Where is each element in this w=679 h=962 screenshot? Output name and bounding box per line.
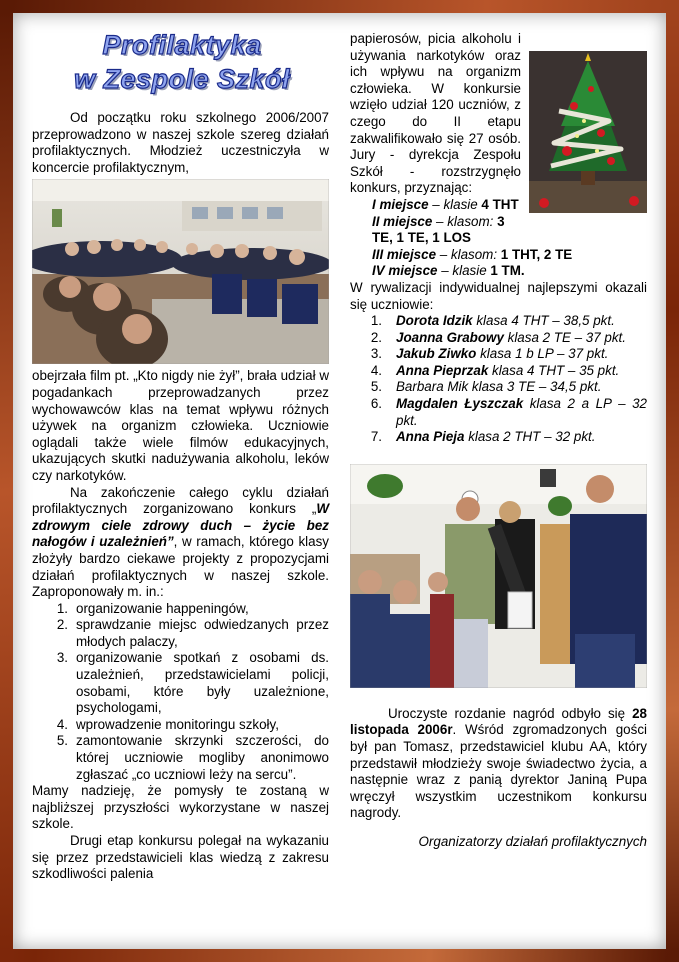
left-paragraph-3	[32, 485, 329, 601]
place-sep: – klasom:	[432, 213, 498, 229]
title-line-2: w Zespole Szkół	[73, 64, 291, 94]
student-name: Anna Pieja	[396, 429, 465, 445]
right-paragraph-1: papierosów, picia alkoholu i używania narkotyków oraz ich wpływu na organizm człowieka. W konkursie wzięło udział 120 uczniów, z czego do II etapu zakwalifikowało się 27 osób. Jury - dyrekcja Zespołu Szkół - rozstrzygnęło konkurs, przyznając:	[350, 31, 521, 196]
place-label: III miejsce	[372, 246, 437, 262]
list-item	[56, 600, 329, 618]
list-number: 5.	[56, 733, 68, 749]
list-item	[370, 379, 647, 396]
list-text: wprowadzenie monitoringu szkoły,	[76, 716, 279, 732]
p3-start-text: Uroczyste rozdanie nagród odbyło się	[388, 705, 633, 721]
list-text: organizowanie spotkań z osobami ds. uzależnień, przedstawicielami policji, osobami, które były uzależnione, psychologami,	[76, 650, 329, 716]
p3-end-text: . Wśród zgromadzonych gości był pan Tomasz, przedstawiciel klubu AA, który przedstawił młodzieży swoje świadectwo życia, a następnie wraz z panią dyrektor Janiną Pupa wręczył wszystkim uczestnikom konkursu nagrody.	[350, 722, 647, 821]
signature: Organizatorzy działań profilaktycznych	[418, 834, 647, 849]
list-number: 1.	[56, 600, 68, 616]
place-winners: 1 THT, 2 TE	[500, 246, 573, 262]
article-title	[22, 28, 342, 96]
right-column	[350, 31, 647, 851]
christmas-tree-photo	[529, 51, 647, 213]
student-result: klasa 4 THT – 35 pkt.	[488, 362, 620, 378]
place-item	[350, 263, 647, 280]
right-paragraph-2: W rywalizacji indywidualnej najlepszymi okazali się uczniowie:	[350, 279, 647, 312]
left-paragraph-2: obejrzała film pt. „Kto nigdy nie żył”, brała udział w pogadankach przeprowadzanych przez wychowawców klas na temat wpływu różnych używek na organizm człowieka. Uczniowie oglądali także wiele filmów edukacyjnych, ukazujących skutki nadużywania alkoholu, leków czy narkotyków.	[32, 368, 329, 483]
place-label: II miejsce	[372, 213, 433, 229]
list-item	[56, 617, 329, 650]
right-paragraph-3	[350, 706, 647, 822]
place-label: IV miejsce	[372, 263, 438, 279]
place-label: I miejsce	[372, 196, 429, 212]
p3-end-text: , w ramach, którego klasy złożyły bardzo ciekawe projekty z propozycjami działań profilaktycznych w naszej szkole. Zaproponowały m. in.:	[32, 534, 329, 600]
student-result: klasa 4 THT – 38,5 pkt.	[472, 313, 615, 329]
list-item	[56, 733, 329, 783]
list-number: 3.	[370, 346, 382, 362]
place-item	[350, 247, 647, 264]
proposals-list	[56, 600, 329, 784]
student-name: Jakub Ziwko	[396, 346, 477, 362]
student-result: klasa 2 a LP – 32 pkt.	[396, 396, 647, 428]
student-name: Dorota Idzik	[396, 313, 473, 329]
list-item	[56, 650, 329, 716]
student-name: Joanna Grabowy	[396, 329, 504, 345]
list-item	[56, 716, 329, 734]
left-paragraph-5: Drugi etap konkursu polegał na wykazaniu się przez przedstawicieli klas wiedzą z zakresu szkodliwości palenia	[32, 833, 329, 882]
list-number: 5.	[370, 379, 382, 395]
place-item	[350, 214, 647, 247]
student-result: klasa 1 b LP – 37 pkt.	[476, 346, 609, 362]
left-column	[32, 110, 329, 883]
list-item	[370, 346, 647, 363]
list-text: organizowanie happeningów,	[76, 600, 249, 616]
place-winners: 3 TE, 1 TE, 1 LOS	[372, 213, 505, 246]
student-result: Barbara Mik klasa 3 TE – 34,5 pkt.	[396, 379, 602, 395]
list-number: 2.	[370, 329, 382, 345]
place-sep: – klasom:	[436, 246, 501, 262]
place-winners: 4 THT	[481, 196, 519, 212]
list-number: 4.	[56, 716, 68, 732]
student-result: klasa 2 THT – 32 pkt.	[464, 429, 596, 445]
place-sep: – klasie	[428, 196, 482, 212]
list-text: sprawdzanie miejsc odwiedzanych przez młodych palaczy,	[76, 617, 329, 649]
list-number: 3.	[56, 650, 68, 666]
student-name: Anna Pieprzak	[396, 362, 489, 378]
ceremony-date: 28 listopada 2006r	[350, 705, 647, 738]
list-number: 1.	[370, 313, 382, 329]
list-item	[370, 329, 647, 347]
p3-start-text: Na zakończenie całego cyklu działań profilaktycznych zorganizowano konkurs „	[32, 484, 329, 517]
concert-audience-photo	[32, 179, 329, 364]
contest-name: W zdrowym ciele zdrowy duch – życie bez nałogów i uzależnień”	[32, 501, 329, 550]
student-name: Magdalen Łyszczak	[396, 396, 524, 412]
list-item	[370, 362, 647, 380]
title-line-1: Profilaktyka	[102, 30, 262, 60]
list-item	[370, 396, 647, 429]
left-paragraph-1: Od początku roku szkolnego 2006/2007 przeprowadzono w naszej szkole szereg działań profilaktycznych. Młodzież uczestniczyła w koncercie profilaktycznym,	[32, 110, 329, 175]
list-number: 7.	[370, 429, 382, 445]
student-result: klasa 2 TE – 37 pkt.	[503, 329, 626, 345]
individual-results-list	[370, 313, 647, 446]
list-item	[370, 313, 647, 330]
award-ceremony-photo	[350, 464, 647, 688]
list-text: zamontowanie skrzynki szczerości, do której uczniowie mogliby anonimowo zgłaszać „co uczniowi leży na sercu”.	[76, 733, 329, 782]
place-sep: – klasie	[437, 263, 491, 279]
list-number: 2.	[56, 617, 68, 633]
left-paragraph-4: Mamy nadzieję, że pomysły te zostaną w najbliższej przyszłości wykorzystane w naszej szkole.	[32, 783, 329, 832]
list-number: 6.	[370, 396, 382, 412]
list-item	[370, 429, 647, 446]
list-number: 4.	[370, 362, 382, 378]
place-winners: 1 TM.	[490, 263, 525, 279]
